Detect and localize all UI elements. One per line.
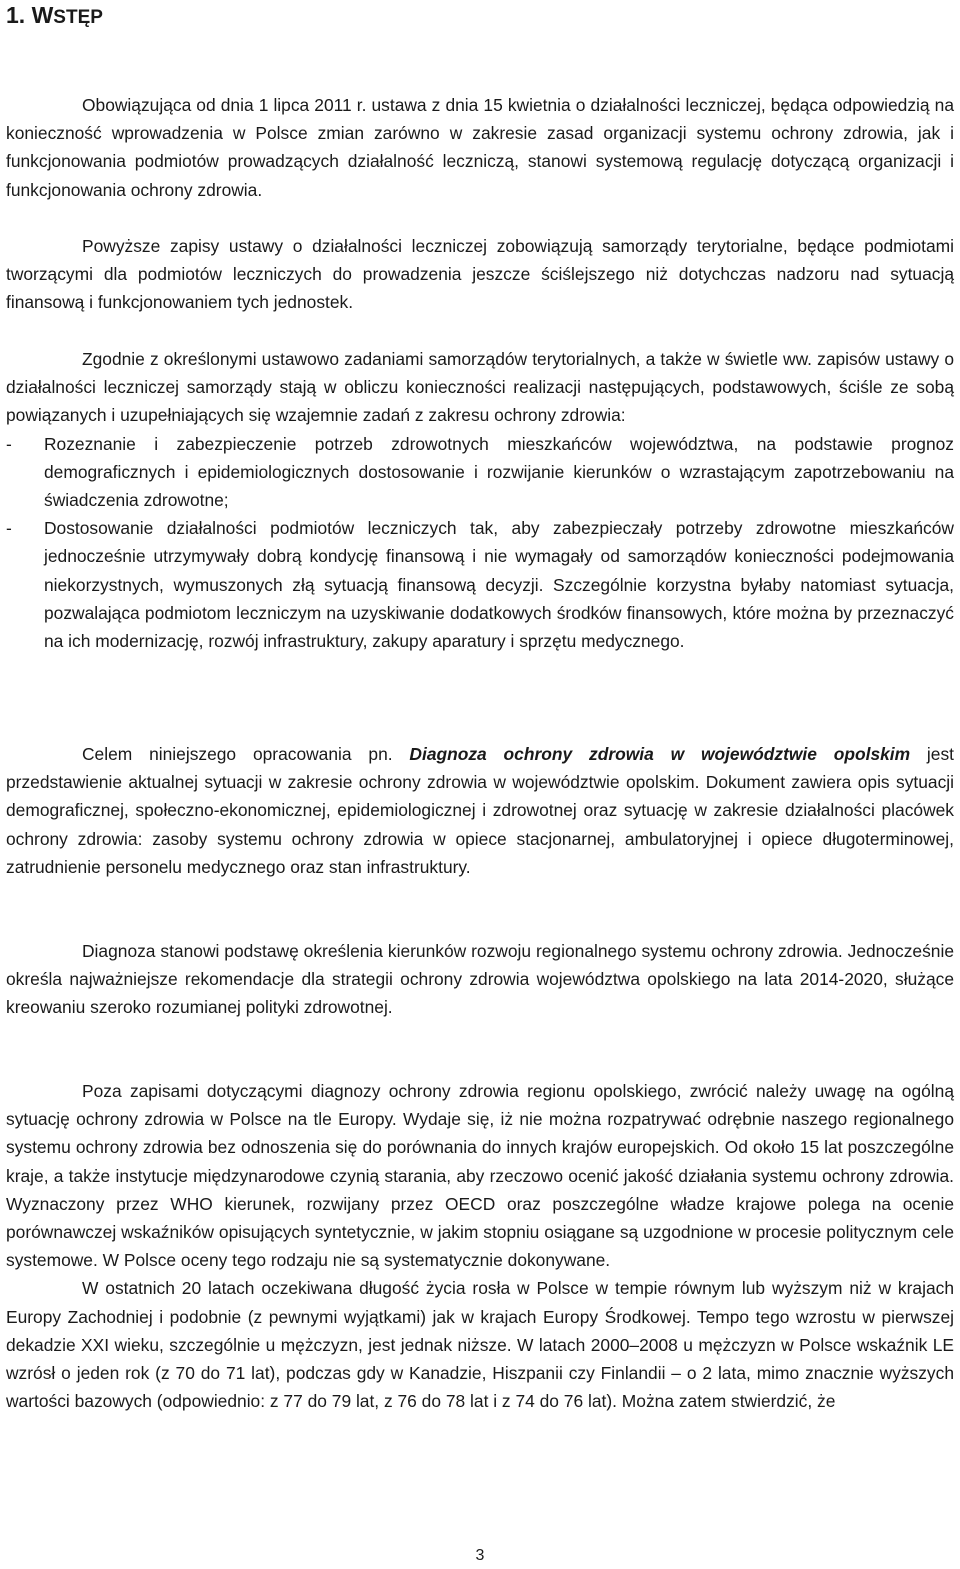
paragraph-4 — [6, 740, 954, 881]
body-block-3 — [6, 345, 954, 655]
paragraph-7: W ostatnich 20 latach oczekiwana długość życia rosła w Polsce w tempie równym lub wyższym niż w krajach Europy Zachodniej i podobnie (z pewnymi wyjątkami) jak w krajach Europy Środkowej. Tempo tego wzrostu w pierwszej dekadzie XXI wieku, szczególnie u mężczyzn, jest jednak niższe. W latach 2000–2008 u mężczyzn w Polsce wskaźnik LE wzrósł o jeden rok (z 70 do 71 lat), podczas gdy w Kanadzie, Hiszpanii czy Finlandii – o 2 lata, mimo znacznie wyższych wartości bazowych (odpowiednio: z 77 do 79 lat, z 76 do 78 lat i z 74 do 76 lat). Można zatem stwierdzić, że — [6, 1278, 954, 1412]
body-block-6 — [6, 1077, 954, 1415]
paragraph-1: Obowiązująca od dnia 1 lipca 2011 r. ustawa z dnia 15 kwietnia o działalności leczniczej, będąca odpowiedzią na konieczność wprowadzenia w Polsce zmian zarówno w zakresie zasad organizacji systemu ochrony zdrowia, jak i funkcjonowania podmiotów prowadzących działalność leczniczą, stanowi systemową regulację dotyczącą organizacji i funkcjonowania ochrony zdrowia. — [6, 95, 954, 200]
body-block-5 — [6, 937, 954, 1022]
paragraph-5: Diagnoza stanowi podstawę określenia kierunków rozwoju regionalnego systemu ochrony zdrowia. Jednocześnie określa najważniejsze rekomendacje dla strategii ochrony zdrowia województwa opolskiego na lata 2014-2020, służące kreowaniu szeroko rozumianej polityki zdrowotnej. — [6, 941, 954, 1018]
paragraph-4-rest: jest przedstawienie aktualnej sytuacji w zakresie ochrony zdrowia w województwie opolskim. Dokument zawiera opis sytuacji demograficznej, społeczno-ekonomicznej, epidemiologicznej i zdrowotnej oraz sytuację w zakresie działalności placówek ochrony zdrowia: zasoby systemu ochrony zdrowia w opiece stacjonarnej, ambulatoryjnej i opiece długoterminowej, zatrudnienie personelu medycznego oraz stan infrastruktury. — [6, 744, 954, 877]
dash-marker: - — [6, 433, 12, 454]
paragraph-4-intro: Celem niniejszego opracowania pn. — [82, 744, 410, 764]
list-item — [6, 514, 954, 655]
document-title: Diagnoza ochrony zdrowia w województwie opolskim — [409, 744, 911, 764]
heading-rest: STĘP — [53, 7, 103, 28]
body-block-2 — [6, 232, 954, 317]
paragraph-3: Zgodnie z określonymi ustawowo zadaniami samorządów terytorialnych, a także w świetle ww. zapisów ustawy o działalności leczniczej samorządy stają w obliczu konieczności realizacji następujących, podstawowych, ściśle ze sobą powiązanych i uzupełniających się wzajemnie zadań z zakresu ochrony zdrowia: — [6, 349, 954, 426]
body-block-1 — [6, 91, 954, 204]
list-item-text: Rozeznanie i zabezpieczenie potrzeb zdrowotnych mieszkańców województwa, na podstawie prognoz demograficznych i epidemiologicznych dostosowanie i rozwijanie kierunków o wzrastającym zapotrzebowaniu na świadczenia zdrowotne; — [44, 433, 954, 511]
list-item — [6, 430, 954, 515]
dash-marker: - — [6, 518, 12, 539]
section-heading — [6, 2, 103, 29]
page-number: 3 — [475, 1547, 485, 1564]
list-item-text: Dostosowanie działalności podmiotów leczniczych tak, aby zabezpieczały potrzeby zdrowotne mieszkańców jednocześnie utrzymywały dobrą kondycję finansową i nie wymagały od samorządów konieczności podejmowania niekorzystnych, wymuszonych złą sytuacją finansową decyzji. Szczególnie korzystna byłaby natomiast sytuacja, pozwalająca podmiotom leczniczym na uzyskiwanie dodatkowych środków finansowych, które można by przeznaczyć na ich modernizację, rozwój infrastruktury, zakupy aparatury i sprzętu medycznego. — [44, 518, 954, 652]
paragraph-2: Powyższe zapisy ustawy o działalności leczniczej zobowiązują samorządy terytorialne, będące podmiotami tworzącymi dla podmiotów leczniczych do prowadzenia jeszcze ściślejszego niż dotychczas nadzoru nad sytuacją finansową i funkcjonowaniem tych jednostek. — [6, 236, 954, 313]
heading-first-letter: W — [31, 2, 54, 28]
paragraph-6: Poza zapisami dotyczącymi diagnozy ochrony zdrowia regionu opolskiego, zwrócić należy uwagę na ogólną sytuację ochrony zdrowia w Polsce na tle Europy. Wydaje się, iż nie można rozpatrywać odrębnie naszego regionalnego systemu ochrony zdrowia bez odnoszenia się do porównania do innych krajów europejskich. Od około 15 lat poszczególne kraje, a także instytucje międzynarodowe czynią starania, aby rzeczowo ocenić jakość działania systemu ochrony zdrowia. Wyznaczony przez WHO kierunek, rozwijany przez OECD oraz poszczególne władze krajowe polega na ocenie porównawczej wskaźników opisujących syntetycznie, w jakim stopniu osiągane są uzgodnione w procesie politycznym cele systemowe. W Polsce oceny tego rodzaju nie są systematycznie dokonywane. — [6, 1081, 954, 1271]
body-block-4 — [6, 740, 954, 881]
heading-number: 1. — [6, 2, 26, 28]
